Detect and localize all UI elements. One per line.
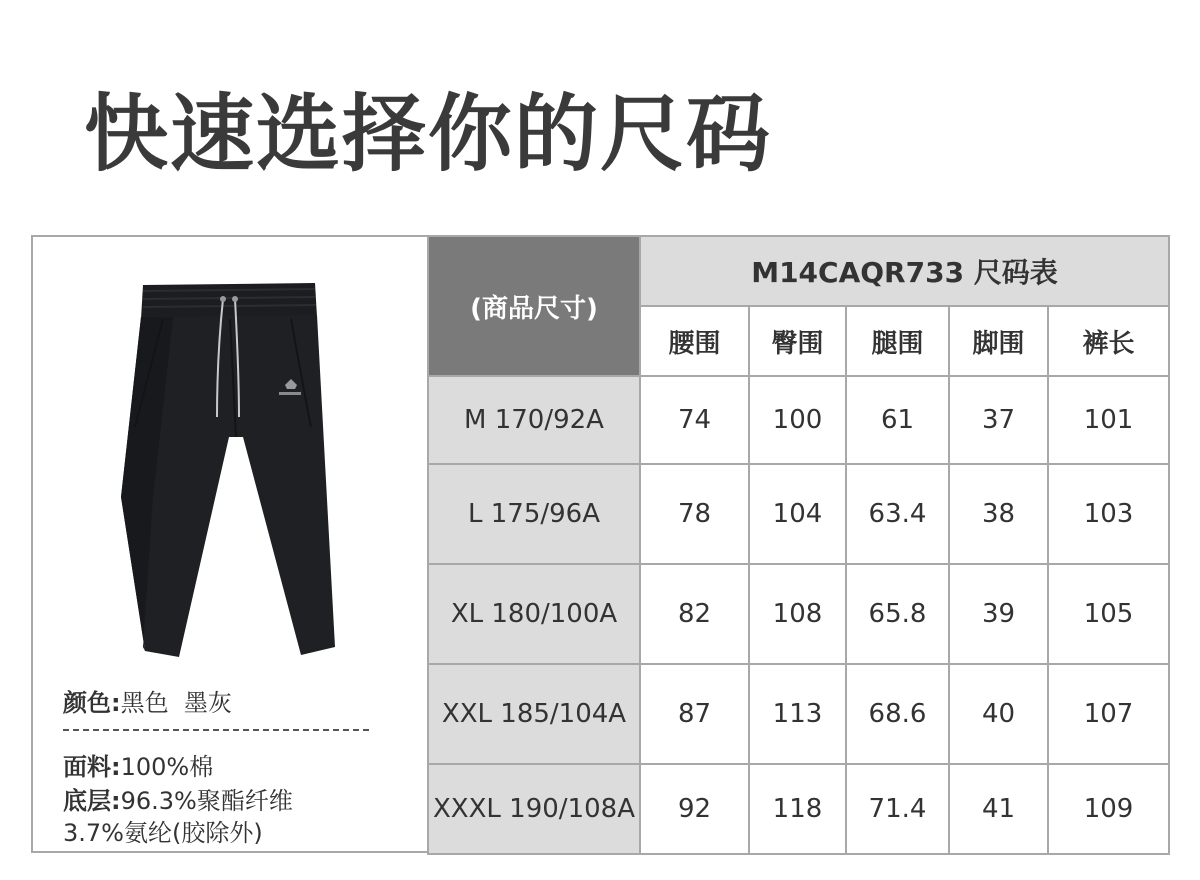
- table-title: M14CAQR733 尺码表: [640, 236, 1169, 306]
- color-label: 颜色:: [63, 689, 121, 717]
- cell-length: 103: [1048, 464, 1169, 564]
- cell-thigh: 68.6: [846, 664, 949, 764]
- cell-hip: 108: [749, 564, 846, 664]
- cell-waist: 82: [640, 564, 749, 664]
- cell-hem: 38: [949, 464, 1048, 564]
- color-value: 黑色 墨灰: [120, 689, 232, 717]
- size-table: [427, 235, 1168, 853]
- page-title: 快速选择你的尺码: [84, 85, 773, 183]
- cell-waist: 78: [640, 464, 749, 564]
- cell-hem: 41: [949, 764, 1048, 854]
- table-row: [428, 764, 1169, 854]
- cell-thigh: 65.8: [846, 564, 949, 664]
- cell-thigh: 61: [846, 376, 949, 464]
- table-row: [428, 564, 1169, 664]
- size-column-header: (商品尺寸): [428, 236, 640, 376]
- size-label: M 170/92A: [428, 376, 640, 464]
- col-header-thigh: 腿围: [846, 306, 949, 376]
- cell-waist: 74: [640, 376, 749, 464]
- cell-length: 107: [1048, 664, 1169, 764]
- col-header-hem: 脚围: [949, 306, 1048, 376]
- pants-image: [113, 277, 353, 667]
- table-row: [428, 376, 1169, 464]
- cell-length: 109: [1048, 764, 1169, 854]
- col-header-waist: 腰围: [640, 306, 749, 376]
- color-info: [63, 683, 232, 718]
- cell-hip: 118: [749, 764, 846, 854]
- table-row: [428, 464, 1169, 564]
- cell-thigh: 63.4: [846, 464, 949, 564]
- lining-label: 底层:: [63, 787, 121, 815]
- cell-hip: 113: [749, 664, 846, 764]
- cell-hem: 40: [949, 664, 1048, 764]
- fabric-info: [63, 747, 213, 782]
- size-label: XXXL 190/108A: [428, 764, 640, 854]
- size-label: XXL 185/104A: [428, 664, 640, 764]
- fabric-label: 面料:: [63, 753, 121, 781]
- cell-hem: 39: [949, 564, 1048, 664]
- cell-thigh: 71.4: [846, 764, 949, 854]
- cell-hem: 37: [949, 376, 1048, 464]
- cell-waist: 87: [640, 664, 749, 764]
- cell-hip: 100: [749, 376, 846, 464]
- cell-hip: 104: [749, 464, 846, 564]
- product-panel: [31, 235, 427, 853]
- col-header-length: 裤长: [1048, 306, 1169, 376]
- divider: [63, 729, 369, 731]
- lining-info-2: [63, 813, 263, 848]
- table-row: [428, 664, 1169, 764]
- col-header-hip: 臀围: [749, 306, 846, 376]
- lining-value-2: 3.7%氨纶(胶除外): [63, 819, 263, 847]
- size-label: XL 180/100A: [428, 564, 640, 664]
- lining-info: [63, 781, 293, 816]
- cell-length: 105: [1048, 564, 1169, 664]
- lining-value: 96.3%聚酯纤维: [120, 787, 293, 815]
- cell-waist: 92: [640, 764, 749, 854]
- cell-length: 101: [1048, 376, 1169, 464]
- fabric-value: 100%棉: [120, 753, 214, 781]
- size-label: L 175/96A: [428, 464, 640, 564]
